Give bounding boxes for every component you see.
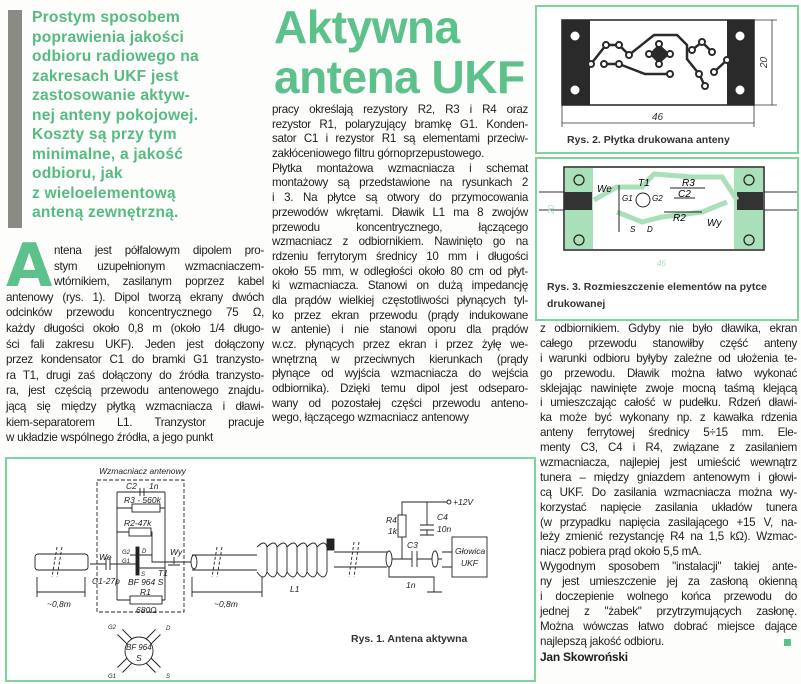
caption-line: Rys. 3. Rozmieszczenie elementów na pytce — [547, 281, 767, 293]
label-we: We — [597, 184, 612, 195]
label-tuner-ukf: UKF — [461, 558, 478, 568]
text-line: ra T1, drugi zaś dołączony do źródła tranzysto- — [6, 368, 264, 382]
label-length-right: ~0,8m — [214, 599, 238, 609]
label-g2: G2 — [122, 550, 131, 556]
text-line: ny jest umieszczenie jej za zasłoną okienną — [540, 575, 797, 589]
text-line: pracy określają rezystory R2, R3 i R4 oraz — [272, 103, 528, 116]
text-line: i 3. Na płytce są otwory do przymocowania — [272, 191, 528, 205]
label-r2: R2-47k — [124, 518, 152, 528]
drop-cap: A — [6, 231, 53, 301]
text-line: ka może być wykonany np. z kawałka rdzenia — [540, 411, 797, 425]
text-line: ntena jest półfalowym dipolem pro- — [54, 244, 264, 257]
text-line: ki wzmacniacza. Stanowi on dużą impedancję — [272, 279, 528, 293]
text-line: sator C1 i rezystor R1 są elementami przeciw- — [272, 132, 528, 146]
pcb-layout-drawing — [537, 7, 797, 152]
label-l1: L1 — [290, 584, 300, 594]
label-r4-value: 1k — [388, 526, 397, 536]
lead-line: poprawienia jakości — [32, 28, 184, 46]
lead-line: z wieloelementową — [32, 184, 176, 202]
text-line: odcinków przewodu koncentrycznego 75 Ω, — [6, 306, 264, 320]
lead-bar — [8, 10, 22, 228]
column-2 — [272, 103, 528, 426]
lead-line: zastosowanie aktyw- — [32, 87, 191, 104]
dim-width: 46 — [652, 112, 664, 123]
label-g1: G1 — [622, 194, 633, 203]
text-line: cą UKF. Do zasilania wzmacniacza można wy- — [540, 485, 797, 499]
figure-3 — [535, 157, 799, 321]
text-line: montażowy są przedstawione na rysunkach 2 — [272, 176, 528, 190]
column-3 — [540, 322, 797, 664]
text-line: najlepszą jakość odbioru. — [540, 634, 664, 648]
text-line: korzystać napięcie zasilania układów tunera — [540, 500, 797, 514]
text-line: przez kondensator C1 do bramki G1 tranzysto- — [6, 353, 264, 367]
text-line: leży zmienić rezystancję R4 na 1,5 kΩ). Wzmac- — [540, 530, 797, 544]
text-line: dla prądów wielkiej częstotliwości płynących tyl- — [272, 293, 528, 307]
figure-3-caption — [547, 279, 767, 313]
caption-line: drukowanej — [547, 298, 606, 310]
text-line: w antenie) i nie stanowi oporu dla prądów — [272, 323, 528, 337]
text-line: ra, jest częścią przewodu antenowego znajdu- — [6, 384, 264, 398]
figure-2-caption: Rys. 2. Płytka drukowana anteny — [567, 134, 730, 146]
text-line: jednej z "żabek" przytrzymujących zasłonę. — [540, 604, 797, 618]
text-line: go przewodu. Dławik można łatwo wykonać — [540, 366, 797, 380]
title-line-1: Aktywna — [274, 1, 460, 53]
text-line: wzmacniacza, najlepiej jest umieścić wewnątrz — [540, 456, 797, 470]
lead-box — [8, 6, 263, 232]
lead-line: minimalne, a jakość — [32, 145, 184, 163]
text-line: wtórnikiem, zasilanym poprzez kabel — [54, 275, 264, 289]
text-line: około 55 mm, w odległości około 80 cm od płyt- — [272, 264, 528, 278]
label-r3: R3 - 560k — [124, 495, 161, 505]
text-line: przewodu koncentrycznego, łączącego — [272, 220, 528, 234]
title-line-2: antena UKF — [274, 51, 525, 103]
text-line: wnętrzną w przeciwnych kierunkach (prądy — [272, 352, 528, 366]
text-line: wzmacniacz z odbiornikiem. Nawinięto go na — [272, 235, 528, 249]
lead-line: Prostym sposobem — [32, 9, 180, 26]
text-line: rezystor R1, polaryzujący bramkę G1. Konden- — [272, 117, 528, 131]
label-r1-value: 680Ω — [136, 605, 157, 615]
text-line: sklejając nawinięte zwoje mocną taśmą klejącą — [540, 381, 797, 395]
text-line: całego przewodu stanowiłby część anteny — [540, 336, 797, 350]
lead-line: anteną zewnętrzną. — [32, 204, 179, 221]
figure-2 — [535, 5, 799, 154]
label-we: We — [99, 552, 112, 562]
label-c4-value: 10n — [437, 524, 452, 534]
label-d: D — [142, 549, 147, 555]
pin-d: D — [166, 626, 171, 632]
dim-width: 46 — [657, 259, 666, 268]
text-line: (w przypadku napięcia zasilającego +15 V, na- — [540, 515, 797, 529]
label-package-s: S — [136, 653, 142, 663]
lead-line: odbioru, jak — [32, 165, 123, 182]
text-line: i umieszczając całość w pudełku. Rdzeń dławi- — [540, 396, 797, 410]
text-line: płynące od wyjścia wzmacniacza do wejścia — [272, 367, 528, 381]
figure-1-caption: Rys. 1. Antena aktywna — [351, 633, 468, 645]
lead-line: nej anteny pokojowej. — [32, 106, 199, 124]
label-g2: G2 — [652, 194, 663, 203]
label-s: S — [630, 225, 636, 234]
label-wy: Wy — [707, 218, 722, 229]
text-line: każdy długości około 0,8 m (około 1/4 długo- — [6, 321, 264, 335]
text-line: z odbiornikiem. Gdyby nie było dławika, ekran — [540, 322, 797, 335]
label-tuner: Głowica — [455, 546, 486, 556]
dim-height: 20 — [547, 205, 556, 214]
text-line: jącą się między płytką wzmacniacza i dławi- — [6, 399, 264, 413]
text-line: Płytka montażowa wzmacniacza i schemat — [272, 161, 528, 175]
lead-line: zakresach UKF jest — [32, 67, 179, 85]
column-1 — [6, 231, 264, 446]
schematic-drawing — [7, 459, 534, 680]
text-line: zakłóceniowego filtru górnoprzepustowego. — [272, 147, 485, 161]
text-line: ści fali zakresu UKF). Jeden jest dołączony — [6, 337, 264, 351]
text-line: wego, łączącego wzmacniacz antenowy — [272, 411, 469, 425]
label-g1: G1 — [122, 559, 131, 565]
text-line: wany od pozostałej części przewodu anteno- — [272, 396, 528, 410]
label-r3: R3 — [682, 178, 695, 189]
pin-g1: G1 — [108, 674, 117, 680]
text-line: tunera – między gniazdem antenowym i głowi- — [540, 470, 797, 484]
author-name: Jan Skowroński — [540, 649, 628, 664]
figure-1 — [5, 457, 536, 682]
text-line: i warunki odbioru byłyby zależne od ułożenia te- — [540, 351, 797, 365]
text-line: menty C3, C4 i R4, związane z zasilaniem — [540, 441, 797, 455]
end-mark-icon — [784, 639, 791, 646]
text-line: stym uzupełnionym wzmacniaczem- — [54, 259, 264, 273]
text-line: kiem-separatorem L1. Tranzystor pracuje — [6, 415, 264, 429]
label-s: S — [141, 572, 146, 578]
label-amp: Wzmacniacz antenowy — [99, 466, 186, 476]
label-r4: R4 — [386, 515, 397, 525]
article-title — [274, 2, 530, 102]
text-line: Można wówczas łatwo dobrać miejsce dające — [540, 619, 797, 633]
label-t1: T1 — [158, 568, 168, 578]
dim-height: 20 — [759, 56, 770, 68]
label-t1-type: BF 964 S — [128, 577, 164, 587]
pin-g2: G2 — [108, 625, 117, 631]
label-wy: Wy — [170, 547, 183, 557]
lead-text — [32, 8, 267, 223]
label-c3: C3 — [407, 540, 418, 550]
lead-line: odbioru radiowego na — [32, 48, 199, 65]
label-package: BF 964 — [126, 643, 152, 652]
text-line: odbiornika). Dzięki temu dipol jest odseparo- — [272, 382, 528, 396]
label-d: D — [647, 225, 653, 234]
text-line: antenowy (rys. 1). Dipol tworzą ekrany dwóch — [6, 290, 264, 304]
label-length-left: ~0,8m — [47, 599, 71, 609]
label-vcc: +12V — [453, 497, 474, 507]
label-c2-value: 1n — [149, 481, 159, 491]
text-line: w.cz. płynących przez ekran i przez żyłę we- — [272, 338, 528, 351]
text-line: ko przez ekran przewodu (prądy indukowane — [272, 308, 528, 322]
text-line: i doczepienie wolnego końca przewodu do — [540, 590, 797, 604]
text-line: w układzie wspólnego źródła, a jego punkt — [6, 431, 213, 445]
lead-line: Koszty są przy tym — [32, 126, 177, 143]
text-line: niacz pobiera prąd około 5,5 mA. — [540, 545, 702, 559]
label-c2: C2 — [678, 189, 691, 200]
text-line: anteny ferrytowej średnicy 5÷15 mm. Ele- — [540, 426, 797, 440]
label-t1: T1 — [638, 178, 650, 189]
label-c3-value: 1n — [406, 580, 416, 590]
label-c1: C1-27p — [92, 576, 120, 586]
pin-s: S — [166, 674, 171, 680]
text-line: przewodów wkrętami. Dławik L1 ma 8 zwojów — [272, 205, 528, 219]
text-line: Wygodnym sposobem "instalacji" takiej ante- — [540, 560, 797, 574]
label-r2: R2 — [673, 213, 686, 224]
label-r1: R1 — [140, 587, 151, 597]
text-line: rdzeniu ferrytorym średnicy 10 mm i długości — [272, 249, 528, 263]
label-c4: C4 — [437, 512, 448, 522]
label-c2: C2 — [126, 481, 137, 491]
